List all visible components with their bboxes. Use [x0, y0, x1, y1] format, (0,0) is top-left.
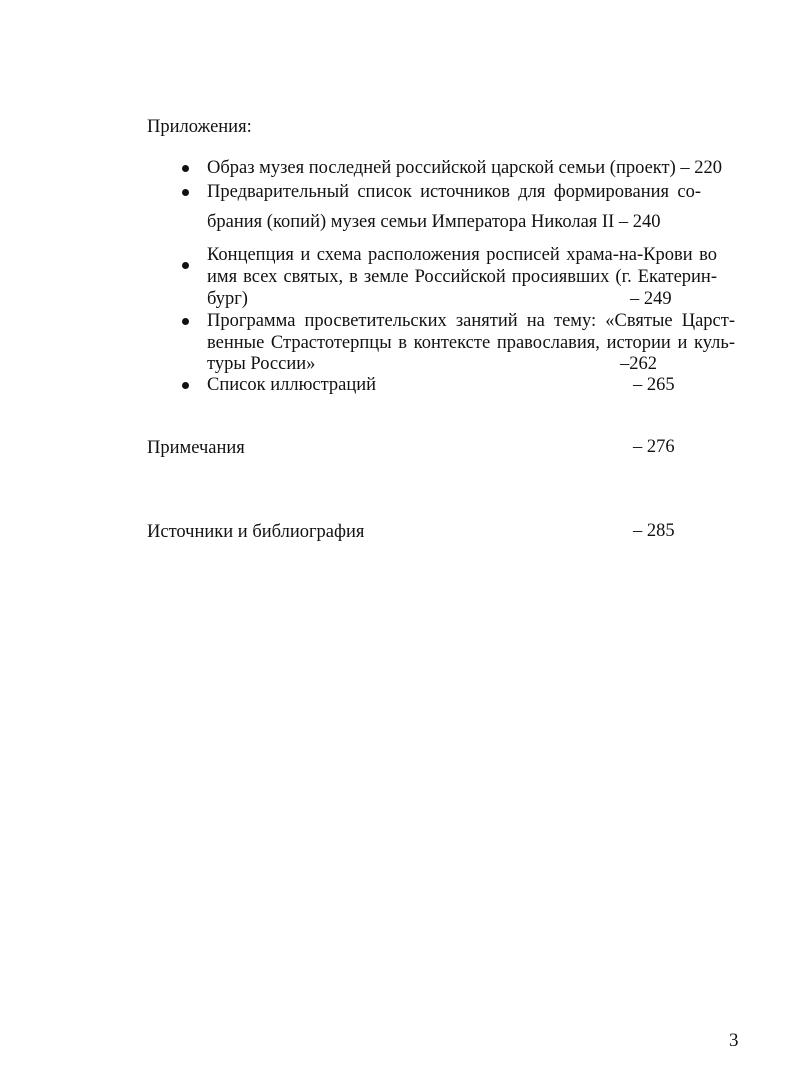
appendix-item-5-line-1: Список иллюстраций	[207, 375, 377, 395]
appendix-item-3-line-2: имя всех святых, в земле Российской просиявших (г. Екатерин-	[207, 267, 717, 287]
sources-label: Источники и библиография	[147, 522, 365, 542]
appendix-item-3-line-3: бург)	[207, 289, 248, 309]
bullet-icon	[182, 165, 189, 172]
appendix-item-3-line-1: Концепция и схема расположения росписей храма-на-Крови во	[207, 245, 717, 265]
appendix-item-4-page: –262	[620, 354, 657, 374]
appendix-heading: Приложения:	[147, 117, 252, 137]
page-number: 3	[729, 1030, 739, 1051]
appendix-item-5-page: – 265	[633, 375, 675, 395]
appendix-item-2-line-2: брания (копий) музея семьи Императора Николая II – 240	[207, 212, 661, 232]
notes-page: – 276	[633, 437, 675, 457]
sources-page: – 285	[633, 521, 675, 541]
appendix-item-4-line-3: туры России»	[207, 354, 316, 374]
appendix-item-2-line-1: Предварительный список источников для формирования со-	[207, 182, 701, 202]
appendix-item-3-page: – 249	[630, 289, 672, 309]
bullet-icon	[182, 318, 189, 325]
appendix-item-1-line-1: Образ музея последней российской царской семьи (проект) – 220	[207, 158, 723, 178]
appendix-item-4-line-2: венные Страстотерпцы в контексте православия, истории и куль-	[207, 333, 735, 353]
notes-label: Примечания	[147, 438, 245, 458]
appendix-item-4-line-1: Программа просветительских занятий на тему: «Святые Царст-	[207, 311, 735, 331]
bullet-icon	[182, 189, 189, 196]
bullet-icon	[182, 382, 189, 389]
bullet-icon	[182, 262, 189, 269]
